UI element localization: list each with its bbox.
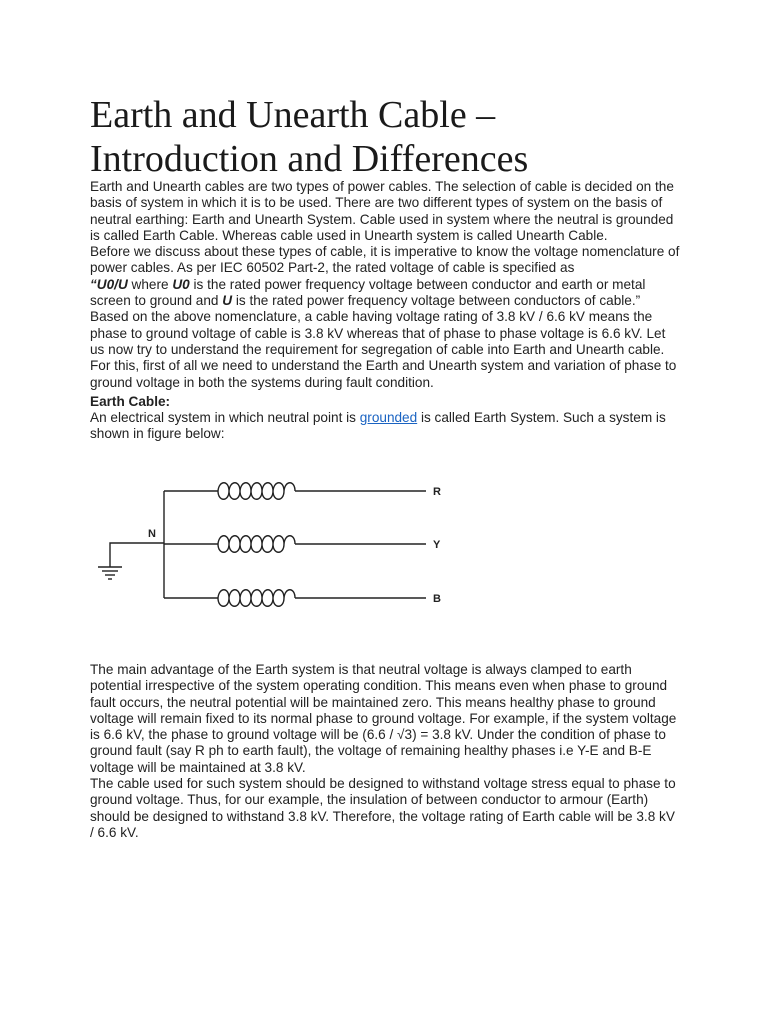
intro-paragraph-3: Based on the above nomenclature, a cable having voltage rating of 3.8 kV / 6.6 kV means the phase to ground voltage of cable is 3.8 kV whereas that of phase to phase voltage is 6.6 kV. Let us now try to understand the requirement for segregation of cable into Earth and Unearth cable. For this, first of all we need to understand the Earth and Unearth system and variation of phase to ground voltage in both the systems during fault condition. xyxy=(90,309,677,390)
coil-b-icon xyxy=(218,590,295,607)
earth-system-circuit xyxy=(90,472,460,617)
u0-u-term: “U0/U xyxy=(90,276,128,292)
earth-text-before: An electrical system in which neutral point is xyxy=(90,410,360,426)
body-paragraph-2: The cable used for such system should be designed to withstand voltage stress equal to phase to ground voltage. Thus, for our example, the insulation of between conductor to armour (Earth) should be designed to withstand 3.8 kV. Therefore, the voltage rating of Earth cable will be 3.8 kV / 6.6 kV. xyxy=(90,776,676,840)
phase-label-b: B xyxy=(433,593,441,605)
intro-paragraph-1: Earth and Unearth cables are two types of power cables. The selection of cable is decided on the basis of system in which it is to be used. There are two different types of system on the basis of neutral earthing: Earth and Unearth System. Cable used in system where the neutral is grounded is called Earth Cable. Whereas cable used in Unearth system is called Unearth Cable. xyxy=(90,179,674,243)
intro-paragraph-2: Before we discuss about these types of cable, it is imperative to know the voltage nomenclature of power cables. As per IEC 60502 Part-2, the rated voltage of cable is specified as xyxy=(90,244,680,276)
earth-cable-heading: Earth Cable: xyxy=(90,393,171,409)
neutral-label: N xyxy=(148,528,156,540)
intro-section xyxy=(90,179,682,443)
u-description: is the rated power frequency voltage between conductors of cable.” xyxy=(232,293,641,309)
coil-y-icon xyxy=(218,536,295,553)
u-term: U xyxy=(222,293,233,309)
body-paragraph-1: The main advantage of the Earth system is that neutral voltage is always clamped to earth potential irrespective of the system operating condition. This means even when phase to ground fault occurs, the neutral potential will be maintained zero. This means healthy phase to ground voltage will remain fixed to its normal phase to ground voltage. For example, if the system voltage is 6.6 kV, the phase to ground voltage will be (6.6 / √3) = 3.8 kV. Under the condition of phase to ground fault (say R ph to earth fault), the voltage of remaining healthy phases i.e Y-E and B-E voltage will be maintained at 3.8 kV. xyxy=(90,662,677,775)
earth-cable-paragraph xyxy=(90,410,682,443)
where-text: where xyxy=(127,276,173,292)
phase-label-r: R xyxy=(433,486,441,498)
earth-text-after: is called Earth System. Such a system is shown in figure below: xyxy=(90,410,666,442)
coil-r-icon xyxy=(218,483,295,500)
neutral-ground-wire xyxy=(110,543,164,567)
phase-label-y: Y xyxy=(433,539,441,551)
grounded-link[interactable]: grounded xyxy=(359,410,418,426)
page-title: Earth and Unearth Cable – Introduction and Differences xyxy=(90,94,529,180)
body-section xyxy=(90,662,682,841)
earth-system-diagram xyxy=(90,472,460,617)
voltage-definition xyxy=(90,277,682,310)
u0-term: U0 xyxy=(172,276,190,292)
ground-icon xyxy=(98,567,122,579)
u0-description: is the rated power frequency voltage between conductor and earth or metal screen to ground and xyxy=(90,276,646,309)
